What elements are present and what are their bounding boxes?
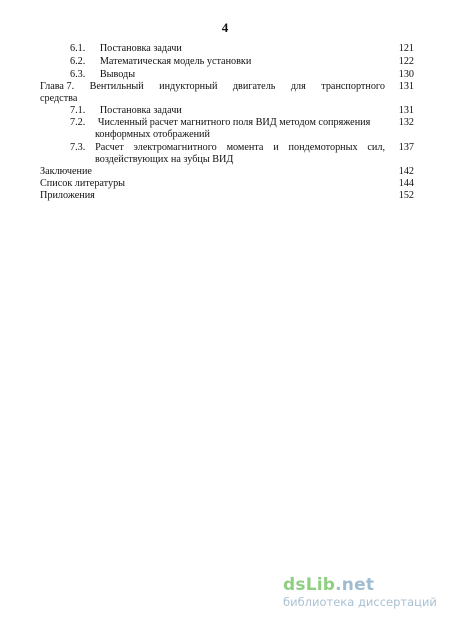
title-word: сил, bbox=[367, 142, 385, 153]
toc-entry-number: 7.1. bbox=[70, 105, 86, 116]
toc-entry-page: 152 bbox=[398, 190, 414, 201]
toc-entry-title: Математическая модель установки bbox=[99, 56, 252, 67]
toc-entry-page: 137 bbox=[398, 142, 414, 153]
toc-entry-title-line bbox=[70, 142, 385, 154]
toc-entry-title-continuation: воздействующих на зубцы ВИД bbox=[95, 154, 234, 165]
title-word: электромагнитного bbox=[133, 142, 217, 153]
title-word: пондемоторных bbox=[288, 142, 358, 153]
chapter-word: двигатель bbox=[232, 81, 276, 92]
watermark bbox=[283, 575, 437, 609]
toc-entry-page: 122 bbox=[398, 56, 414, 67]
toc-entry-title: Постановка задачи bbox=[99, 105, 182, 116]
toc-entry-page: 144 bbox=[398, 178, 414, 189]
toc-entry-number: 6.1. bbox=[70, 43, 86, 54]
title-word: и bbox=[273, 142, 279, 153]
toc-entry-7-1 bbox=[70, 105, 182, 117]
toc-entry-page: 131 bbox=[398, 105, 414, 116]
chapter-word: индукторный bbox=[159, 81, 218, 92]
chapter-title-continuation: средства bbox=[40, 93, 78, 104]
title-word: Расчет bbox=[95, 142, 124, 153]
toc-entry-number: 6.2. bbox=[70, 56, 86, 67]
toc-entry-number: 6.3. bbox=[70, 69, 86, 80]
watermark-logo-main: dsLib bbox=[283, 575, 336, 595]
toc-entry-number: 7.2. bbox=[70, 117, 86, 128]
toc-entry-6-2 bbox=[70, 56, 251, 68]
toc-entry-7-3 bbox=[70, 142, 385, 154]
toc-entry-title-continuation: конформных отображений bbox=[95, 129, 210, 140]
chapter-word: для bbox=[290, 81, 306, 92]
toc-entry-title: Численный расчет магнитного поля ВИД методом сопряжения bbox=[97, 117, 371, 128]
toc-entry-6-1 bbox=[70, 43, 182, 55]
toc-entry-6-3 bbox=[70, 69, 135, 81]
title-word: момента bbox=[226, 142, 264, 153]
toc-entry-page: 121 bbox=[398, 43, 414, 54]
toc-entry-number: 7.3. bbox=[70, 142, 86, 153]
watermark-logo-tld: .net bbox=[335, 575, 375, 595]
toc-entry-page: 142 bbox=[398, 166, 414, 177]
chapter-title-line bbox=[40, 81, 385, 93]
toc-entry-page: 131 bbox=[398, 81, 414, 92]
chapter-word: транспортного bbox=[321, 81, 385, 92]
toc-entry-page: 132 bbox=[398, 117, 414, 128]
watermark-logo bbox=[283, 575, 437, 595]
toc-entry-7-2 bbox=[70, 117, 370, 129]
toc-entry-title: Выводы bbox=[99, 69, 136, 80]
toc-entry-appendices: Приложения bbox=[40, 190, 95, 201]
toc-entry-bibliography: Список литературы bbox=[40, 178, 126, 189]
chapter-word: Вентильный bbox=[89, 81, 144, 92]
toc-entry-conclusion: Заключение bbox=[40, 166, 92, 177]
chapter-word: Глава 7. bbox=[40, 81, 75, 92]
watermark-subtitle: библиотека диссертаций bbox=[283, 595, 437, 609]
toc-entry-page: 130 bbox=[398, 69, 414, 80]
toc-chapter-7 bbox=[40, 81, 385, 93]
page-number: 4 bbox=[221, 20, 229, 35]
toc-entry-title: Постановка задачи bbox=[99, 43, 182, 54]
